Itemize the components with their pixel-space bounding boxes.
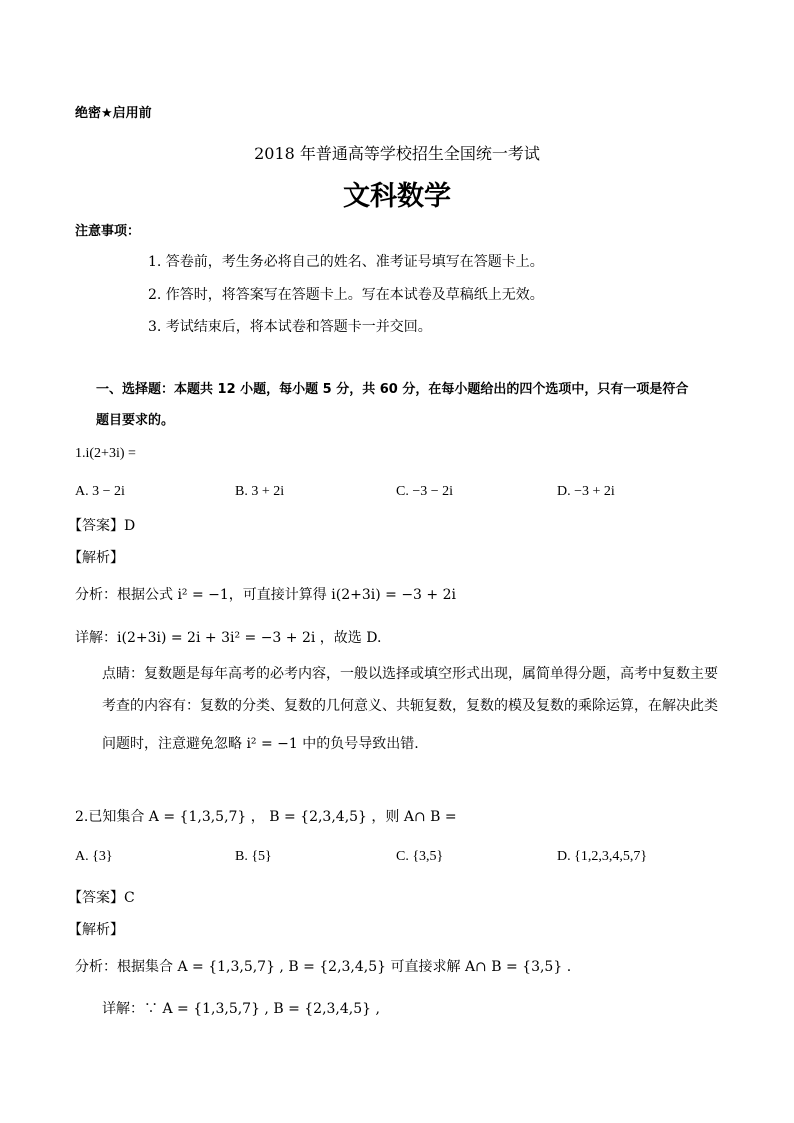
exam-title: 2018 年普通高等学校招生全国统一考试 bbox=[254, 144, 540, 163]
notice-item-3: 3. 考试结束后，将本试卷和答题卡一并交回。 bbox=[148, 319, 432, 335]
q2-analysis: 分析：根据集合 A = {1,3,5,7} , B = {2,3,4,5} 可直接求解 A∩ B = {3,5} . bbox=[75, 959, 572, 975]
q1-option-a: A. 3 − 2i bbox=[75, 484, 125, 499]
subject-title: 文科数学 bbox=[343, 181, 451, 212]
q1-option-c: C. −3 − 2i bbox=[396, 484, 454, 499]
secret-mark: 绝密★启用前 bbox=[75, 106, 152, 121]
q1-stem: 1.i(2+3i) = bbox=[75, 446, 136, 461]
notice-item-1: 1. 答卷前，考生务必将自己的姓名、准考证号填写在答题卡上。 bbox=[148, 254, 544, 270]
q2-option-d: D. {1,2,3,4,5,7} bbox=[557, 849, 648, 864]
q2-stem: 2.已知集合 A = {1,3,5,7} ， B = {2,3,4,5} ，则 A∩ B = bbox=[75, 809, 457, 825]
q1-remark-line3: 问题时，注意避免忽略 i² = −1 中的负号导致出错. bbox=[102, 736, 419, 752]
q2-option-c: C. {3,5} bbox=[396, 849, 444, 864]
q1-answer: 【答案】D bbox=[68, 518, 136, 534]
q2-analysis-label: 【解析】 bbox=[68, 922, 124, 938]
q2-option-a: A. {3} bbox=[75, 849, 113, 864]
q1-option-b: B. 3 + 2i bbox=[235, 484, 285, 499]
section-heading-line1: 一、选择题：本题共 12 小题，每小题 5 分，共 60 分，在每小题给出的四个选项中，只有一项是符合 bbox=[96, 382, 689, 397]
notice-heading: 注意事项： bbox=[75, 224, 141, 239]
q1-detail: 详解：i(2+3i) = 2i + 3i² = −3 + 2i ，故选 D. bbox=[75, 630, 382, 646]
q1-analysis: 分析：根据公式 i² = −1，可直接计算得 i(2+3i) = −3 + 2i bbox=[75, 587, 456, 603]
q2-detail: 详解：∵ A = {1,3,5,7} , B = {2,3,4,5} , bbox=[102, 1001, 380, 1017]
q1-option-d: D. −3 + 2i bbox=[557, 484, 615, 499]
q1-remark-line2: 考查的内容有：复数的分类、复数的几何意义、共轭复数，复数的模及复数的乘除运算，在解决此类 bbox=[102, 698, 718, 714]
section-heading-line2: 题目要求的。 bbox=[96, 413, 175, 428]
q2-answer: 【答案】C bbox=[68, 890, 135, 906]
q1-analysis-label: 【解析】 bbox=[68, 550, 124, 566]
q2-option-b: B. {5} bbox=[235, 849, 272, 864]
notice-item-2: 2. 作答时，将答案写在答题卡上。写在本试卷及草稿纸上无效。 bbox=[148, 287, 544, 303]
q1-remark-line1: 点睛：复数题是每年高考的必考内容，一般以选择或填空形式出现，属简单得分题，高考中复数主要 bbox=[102, 666, 718, 682]
